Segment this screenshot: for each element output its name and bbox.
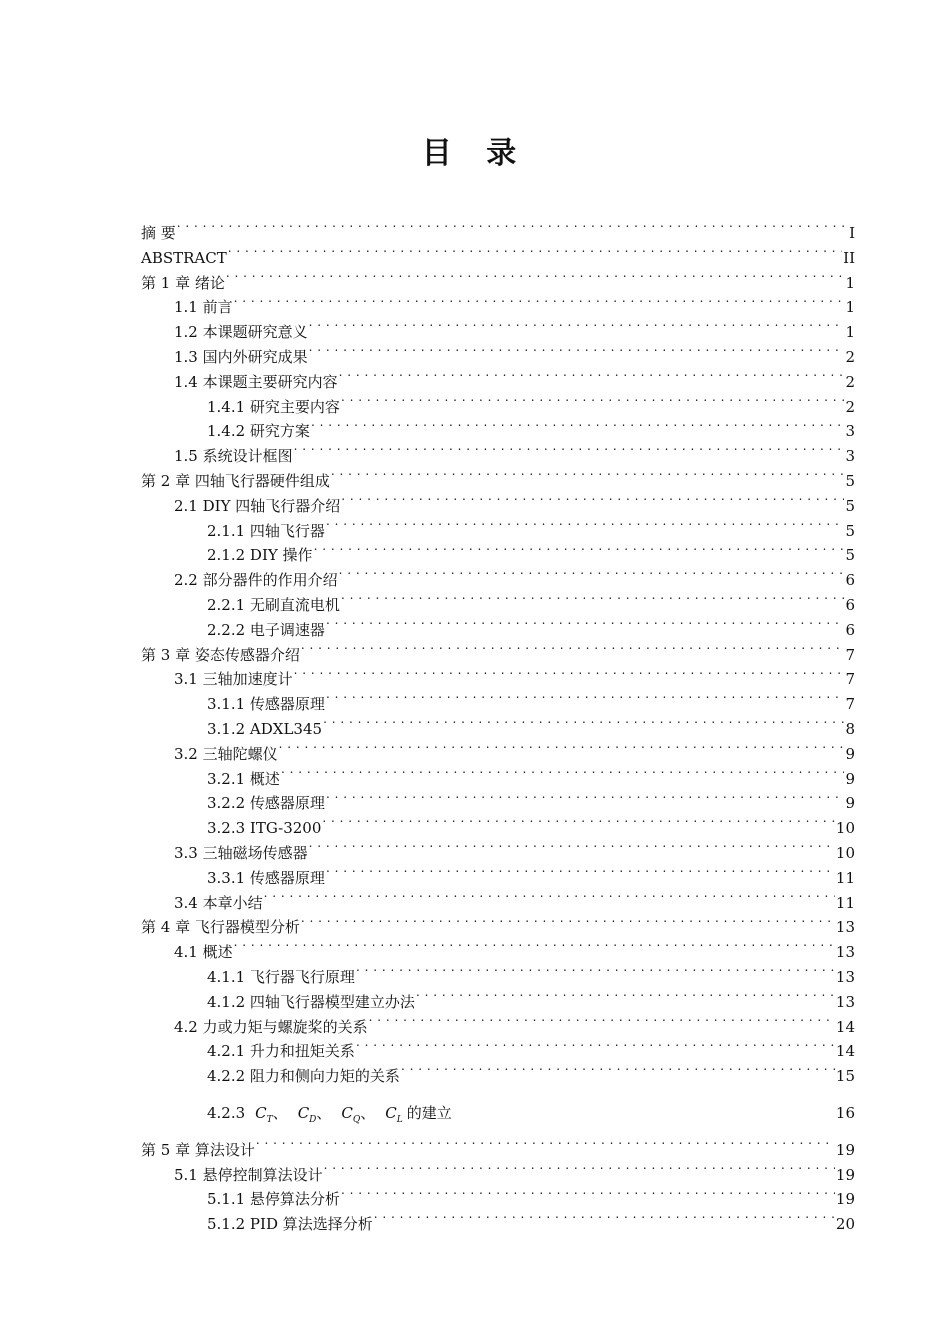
toc-entry[interactable]: [141, 469, 855, 494]
dot-leader: [311, 421, 845, 436]
toc-entry-page: II: [843, 248, 855, 267]
toc-entry[interactable]: [141, 221, 855, 246]
dot-leader: [341, 397, 845, 412]
toc-entry[interactable]: [141, 618, 855, 643]
dot-leader: [341, 1189, 835, 1204]
dot-leader: [374, 1214, 835, 1229]
toc-entry[interactable]: [141, 965, 855, 990]
toc-entry-label: 1.4.2 研究方案: [207, 422, 310, 441]
dot-leader: [309, 347, 845, 362]
toc-entry-page: I: [849, 224, 855, 242]
toc-entry-page: 5: [845, 546, 855, 565]
toc-entry-label: 4.1 概述: [174, 943, 233, 962]
dot-leader: [326, 868, 835, 883]
toc-entry-page: 2: [845, 372, 855, 391]
dot-leader: [324, 1165, 835, 1180]
toc-entry-label: 摘 要: [141, 224, 176, 242]
toc-entry[interactable]: [141, 519, 855, 544]
toc-entry-label: 3.1 三轴加速度计: [174, 670, 293, 689]
toc-entry-suffix: 的建立: [406, 1103, 452, 1122]
toc-entry-page: 19: [835, 1190, 855, 1209]
toc-entry-label: 第 5 章 算法设计: [141, 1140, 255, 1159]
toc-entry-label: 第 2 章 四轴飞行器硬件组成: [141, 471, 330, 490]
toc-entry-label: ABSTRACT: [141, 248, 227, 267]
toc-entry-page: 5: [845, 521, 855, 540]
dot-leader: [301, 917, 835, 932]
toc-entry-page: 20: [835, 1215, 855, 1234]
toc-entry-page: 19: [835, 1165, 855, 1184]
dot-leader: [356, 1041, 835, 1056]
toc-entry[interactable]: [141, 543, 855, 568]
toc-entry-page: 3: [845, 422, 855, 441]
toc-entry-page: 6: [845, 571, 855, 590]
dot-leader: [323, 719, 844, 734]
toc-entry[interactable]: [141, 1064, 855, 1089]
toc-entry[interactable]: [141, 940, 855, 965]
toc-entry[interactable]: [141, 816, 855, 841]
toc-entry[interactable]: [141, 643, 855, 668]
toc-entry-label: 3.4 本章小结: [174, 893, 263, 912]
toc-entry-page: 7: [845, 645, 855, 664]
toc-entry[interactable]: [141, 891, 855, 916]
toc-entry-label: 1.2 本课题研究意义: [174, 323, 308, 342]
toc-entry-label: 4.1.2 四轴飞行器模型建立办法: [207, 992, 415, 1011]
toc-entry[interactable]: [141, 1163, 855, 1188]
toc-entry[interactable]: [141, 841, 855, 866]
math-symbol: C: [297, 1103, 310, 1122]
toc-entry-label: 4.2 力或力矩与螺旋桨的关系: [174, 1017, 368, 1036]
toc-entry-label: 3.1.1 传感器原理: [207, 695, 325, 714]
dot-leader: [226, 273, 845, 288]
math-symbol: C: [385, 1103, 397, 1122]
toc-entry[interactable]: [141, 1212, 855, 1237]
toc-entry[interactable]: [141, 345, 855, 370]
toc-entry-page: 6: [845, 595, 855, 614]
dot-leader: [228, 248, 842, 263]
math-subscript: D: [309, 1114, 317, 1125]
toc-entry-label: 2.1.2 DIY 操作: [207, 546, 313, 565]
dot-leader: [279, 744, 845, 759]
math-subscript: T: [266, 1114, 273, 1125]
toc-entry-label: 3.2.2 传感器原理: [207, 794, 325, 813]
toc-entry[interactable]: [141, 419, 855, 444]
dot-leader: [177, 223, 848, 238]
dot-leader: [401, 1066, 835, 1081]
toc-entry-label: 1.1 前言: [174, 298, 233, 317]
math-symbol: C: [341, 1103, 353, 1122]
toc-entry-label: 3.1.2 ADXL345: [207, 719, 323, 738]
toc-entry[interactable]: [141, 444, 855, 469]
toc-entry-label: 第 3 章 姿态传感器介绍: [141, 645, 300, 664]
toc-entry-page: 13: [835, 967, 855, 986]
toc-entry[interactable]: [141, 742, 855, 767]
toc-entry[interactable]: [141, 1187, 855, 1212]
toc-entry-label: 1.4.1 研究主要内容: [207, 397, 340, 416]
dot-leader: [264, 893, 835, 908]
page-title: 目 录: [421, 136, 529, 171]
dot-leader: [309, 322, 845, 337]
dot-leader: [339, 372, 845, 387]
toc-entry-page: 5: [845, 496, 855, 515]
dot-leader: [416, 992, 835, 1007]
toc-entry-label: 1.5 系统设计框图: [174, 447, 293, 466]
toc-entry-page: 3: [845, 447, 855, 466]
toc-entry[interactable]: [141, 667, 855, 692]
toc-entry-page: 11: [835, 868, 855, 887]
toc-entry-label: 1.3 国内外研究成果: [174, 347, 308, 366]
toc-entry-page: 2: [845, 347, 855, 366]
dot-leader: [256, 1140, 835, 1155]
dot-leader: [326, 793, 845, 808]
dot-leader: [322, 818, 835, 833]
dot-leader: [294, 669, 845, 684]
toc-entry[interactable]: [141, 370, 855, 395]
toc-entry-page: 9: [845, 769, 855, 788]
toc-entry-label: 5.1.2 PID 算法选择分析: [207, 1215, 373, 1234]
dot-leader: [331, 471, 845, 486]
dot-leader: [234, 942, 835, 957]
dot-leader: [356, 967, 835, 982]
dot-leader: [341, 496, 844, 511]
toc-entry[interactable]: [141, 692, 855, 717]
toc-entry-label: 4.2.3: [207, 1103, 246, 1122]
toc-entry-page: 15: [835, 1067, 855, 1086]
dot-leader: [326, 521, 845, 536]
toc-entry-page: 14: [835, 1017, 855, 1036]
toc-entry[interactable]: [141, 990, 855, 1015]
dot-leader: [453, 1103, 835, 1118]
toc-entry-page: 5: [845, 471, 855, 490]
toc-entry-label: 2.2.1 无刷直流电机: [207, 595, 340, 614]
dot-leader: [309, 843, 835, 858]
dot-leader: [369, 1017, 835, 1032]
toc-entry[interactable]: [141, 1015, 855, 1040]
toc-entry-page: 7: [845, 695, 855, 714]
toc-entry-page: 7: [845, 670, 855, 689]
dot-leader: [294, 446, 845, 461]
toc-entry-label: 2.1.1 四轴飞行器: [207, 521, 325, 540]
math-separator: 、: [272, 1103, 288, 1122]
table-of-contents: [141, 221, 855, 1237]
toc-entry-page: 9: [845, 744, 855, 763]
math-separator: 、: [360, 1103, 376, 1122]
toc-entry-label: 4.1.1 飞行器飞行原理: [207, 967, 355, 986]
toc-entry-label: 4.2.1 升力和扭矩关系: [207, 1042, 355, 1061]
toc-entry-label: 5.1.1 悬停算法分析: [207, 1190, 340, 1209]
toc-entry-label: 3.3.1 传感器原理: [207, 868, 325, 887]
dot-leader: [314, 545, 845, 560]
toc-entry[interactable]: [141, 568, 855, 593]
toc-entry-label: 第 4 章 飞行器模型分析: [141, 918, 300, 937]
toc-entry-math: [255, 1089, 403, 1145]
toc-entry-page: 1: [845, 298, 855, 317]
toc-entry-page: 9: [845, 794, 855, 813]
toc-entry[interactable]: [141, 866, 855, 891]
dot-leader: [339, 570, 845, 585]
toc-entry-page: 13: [835, 943, 855, 962]
dot-leader: [326, 694, 845, 709]
toc-entry-label: 4.2.2 阻力和侧向力矩的关系: [207, 1067, 400, 1086]
toc-entry-label: 1.4 本课题主要研究内容: [174, 372, 338, 391]
toc-entry-label: 2.1 DIY 四轴飞行器介绍: [174, 496, 341, 515]
toc-entry[interactable]: [141, 915, 855, 940]
toc-entry-label: 3.3 三轴磁场传感器: [174, 843, 308, 862]
dot-leader: [301, 645, 845, 660]
toc-entry-page: 14: [835, 1042, 855, 1061]
toc-entry[interactable]: [141, 271, 855, 296]
math-separator: 、: [316, 1103, 332, 1122]
toc-entry[interactable]: [141, 1039, 855, 1064]
toc-entry-page: 10: [835, 819, 855, 838]
toc-entry[interactable]: [141, 791, 855, 816]
toc-entry-label: 2.2 部分器件的作用介绍: [174, 571, 338, 590]
toc-entry[interactable]: [141, 593, 855, 618]
toc-entry-label: 3.2.1 概述: [207, 769, 280, 788]
toc-entry-page: 13: [835, 918, 855, 937]
toc-entry-label: 5.1 悬停控制算法设计: [174, 1165, 323, 1184]
toc-entry[interactable]: [141, 1138, 855, 1163]
dot-leader: [326, 620, 845, 635]
toc-entry[interactable]: [141, 494, 855, 519]
dot-leader: [341, 595, 845, 610]
toc-entry-page: 1: [845, 323, 855, 342]
toc-entry-label: 3.2.3 ITG-3200: [207, 819, 322, 838]
math-symbol: C: [255, 1103, 267, 1122]
toc-entry[interactable]: [141, 295, 855, 320]
toc-entry[interactable]: [141, 717, 855, 742]
toc-entry-label: 3.2 三轴陀螺仪: [174, 744, 278, 763]
toc-entry[interactable]: [141, 246, 855, 271]
toc-entry-page: 13: [835, 992, 855, 1011]
toc-entry-label: 2.2.2 电子调速器: [207, 620, 325, 639]
toc-entry-page: 16: [835, 1103, 855, 1122]
toc-entry[interactable]: [141, 767, 855, 792]
math-subscript: Q: [352, 1114, 361, 1125]
toc-entry[interactable]: [141, 320, 855, 345]
dot-leader: [234, 297, 845, 312]
toc-entry-page: 6: [845, 620, 855, 639]
toc-entry-page: 10: [835, 843, 855, 862]
toc-entry-page: 19: [835, 1140, 855, 1159]
toc-entry[interactable]: [141, 1089, 855, 1138]
toc-entry-page: 11: [835, 893, 855, 912]
toc-entry-page: 2: [845, 397, 855, 416]
toc-entry[interactable]: [141, 395, 855, 420]
math-subscript: L: [396, 1114, 403, 1125]
toc-entry-page: 1: [845, 273, 855, 292]
toc-entry-page: 8: [845, 719, 855, 738]
dot-leader: [281, 769, 845, 784]
toc-entry-label: 第 1 章 绪论: [141, 273, 225, 292]
